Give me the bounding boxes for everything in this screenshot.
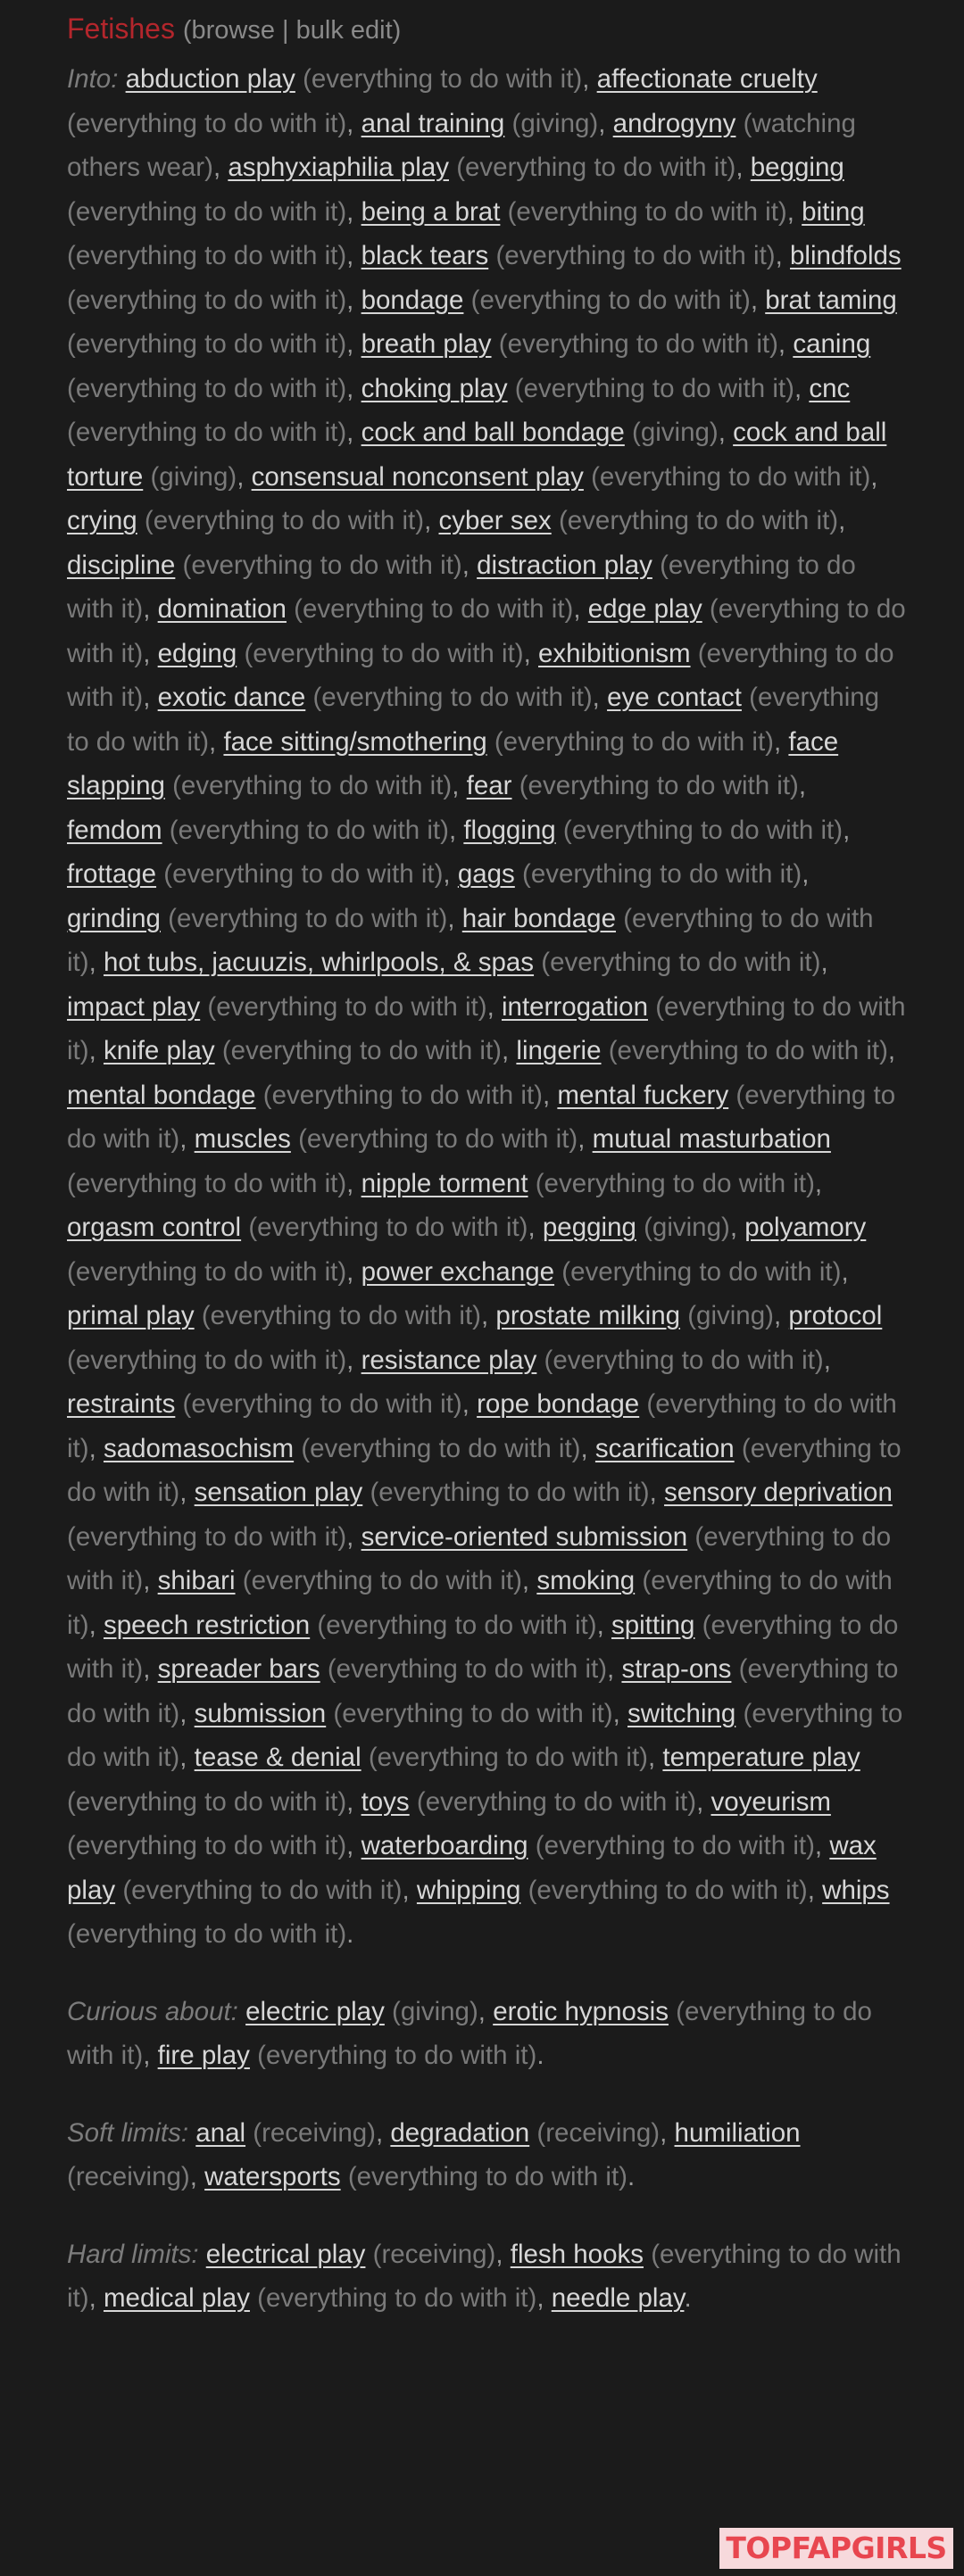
list-separator: , [536,2283,552,2313]
fetish-role: (everything to do with it) [248,1213,528,1242]
fetish-role: (giving) [687,1301,774,1330]
list-separator: , [648,1743,663,1772]
fetish-role: (everything to do with it) [67,196,347,227]
watermark-text: TOPFAPGIRLS [726,2530,947,2565]
fetish-link[interactable]: orgasm control [67,1213,242,1242]
fetish-role: (everything to do with it) [67,1345,347,1375]
fetish-role: (everything to do with it) [169,815,449,845]
fetish-link[interactable]: mental bondage [67,1080,256,1110]
list-separator: , [346,1168,362,1198]
fetish-link[interactable]: anal [195,2117,246,2148]
fetish-link[interactable]: voyeurism [711,1786,831,1817]
fetish-link[interactable]: begging [750,153,844,182]
list-separator: , [179,1124,195,1154]
list-separator: , [346,1786,362,1817]
fetish-role: (everything to do with it) [298,1124,578,1154]
bulk-edit-link[interactable]: bulk edit [295,16,393,45]
fetish-role: (everything to do with it) [221,1036,502,1065]
fetish-role: (everything to do with it) [456,153,736,182]
list-separator: , [481,1301,496,1330]
fetish-link[interactable]: eye contact [607,683,742,712]
fetish-link[interactable]: power exchange [361,1256,555,1287]
fetish-link[interactable]: medical play [103,2283,250,2313]
fetish-role: (everything to do with it) [207,991,487,1022]
fetish-role: (everything to do with it) [172,771,453,800]
list-terminator: . [536,2041,544,2070]
group-label: Hard limits: [67,2239,199,2269]
fetish-role: (everything to do with it) [201,1301,482,1330]
fetish-link[interactable]: needle play [551,2283,685,2313]
fetish-link[interactable]: whips [822,1875,890,1905]
fetish-role: (everything to do with it) [558,506,839,535]
section-header [67,7,906,52]
fetish-role: (giving) [644,1213,730,1242]
list-separator: , [237,461,252,492]
list-separator: , [346,1345,362,1375]
list-separator: , [580,1433,595,1463]
fetish-role: (everything to do with it) [67,1831,347,1860]
list-separator: , [346,373,362,403]
fetish-link[interactable]: primal play [67,1301,195,1330]
fetish-role: (everything to do with it) [262,1080,543,1110]
fetish-role: (everything to do with it) [591,461,871,492]
list-separator: , [375,2117,391,2148]
fetish-link[interactable]: knife play [103,1036,215,1065]
fetish-link[interactable]: asphyxiaphilia play [228,153,449,182]
section-title: Fetishes [67,12,175,45]
list-separator: , [209,726,224,757]
fetish-role: (everything to do with it) [294,594,574,624]
fetish-link[interactable]: erotic hypnosis [493,1996,669,2026]
list-separator: , [88,948,104,977]
list-separator: , [502,1036,517,1065]
fetish-role: (everything to do with it) [67,903,874,977]
list-separator: , [346,108,362,138]
fetish-link[interactable]: electric play [245,1996,385,2026]
fetish-link[interactable]: wax play [67,1831,877,1905]
list-separator: , [775,241,791,270]
list-separator: , [461,550,478,580]
fetish-link[interactable]: distraction play [477,550,652,580]
section-actions [183,16,402,45]
fetish-link[interactable]: prostate milking [495,1301,681,1330]
list-separator: , [841,1256,849,1287]
fetish-link[interactable]: biting [802,196,865,227]
fetish-role: (everything to do with it) [347,2162,627,2191]
list-separator: , [786,196,802,227]
fetish-link[interactable]: humiliation [674,2117,801,2148]
fetish-link[interactable]: spreader bars [157,1654,320,1684]
fetish-link[interactable]: rope bondage [477,1389,640,1419]
fetish-role: (everything to do with it) [67,991,906,1065]
list-separator: , [820,948,828,977]
fetish-link[interactable]: cnc [809,373,851,403]
list-separator: , [346,1521,362,1552]
fetish-role: (everything to do with it) [535,1831,815,1860]
fetish-link[interactable]: waterboarding [361,1831,528,1860]
group-label: Curious about: [67,1996,238,2026]
fetish-link[interactable]: service-oriented submission [361,1521,688,1552]
fetish-link[interactable]: edging [157,638,237,668]
fetish-link[interactable]: hot tubs, jacuuzis, whirlpools, & spas [103,948,535,977]
fetish-link[interactable]: resistance play [361,1345,537,1375]
list-separator: , [750,285,766,315]
list-separator: , [598,108,613,138]
fetish-role: (everything to do with it) [168,903,448,933]
list-terminator: . [346,1919,354,1949]
fetish-link[interactable]: grinding [67,903,161,933]
fetish-link[interactable]: face sitting/smothering [223,726,487,757]
fetish-link[interactable]: mental fuckery [557,1080,729,1110]
fetish-role: (everything to do with it) [67,1919,347,1949]
list-separator: , [448,815,464,845]
fetish-role: (everything to do with it) [67,683,880,757]
fetish-role: (everything to do with it) [535,1168,815,1198]
list-separator: , [346,196,362,227]
list-separator: , [486,991,502,1022]
list-separator: , [777,329,794,359]
fetish-link[interactable]: breath play [361,329,492,359]
list-separator: , [612,1698,627,1728]
fetish-role: (everything to do with it) [67,1389,897,1463]
list-separator: , [521,1566,537,1595]
fetish-link[interactable]: discipline [67,550,176,580]
action-divider: | [275,16,296,45]
fetish-role: (everything to do with it) [522,859,802,889]
fetish-role: (everything to do with it) [528,1875,808,1905]
fetish-role: (everything to do with it) [163,859,444,889]
fetish-role: (everything to do with it) [494,726,774,757]
fetish-role: (everything to do with it) [67,1521,347,1552]
fetish-link[interactable]: cock and ball bondage [361,418,625,447]
fetish-link[interactable]: exhibitionism [538,638,691,668]
list-terminator: . [627,2162,636,2191]
list-separator: , [143,1566,158,1595]
fetish-role: (everything to do with it) [67,594,906,668]
list-separator: , [814,1168,823,1198]
list-separator: , [607,1654,622,1684]
list-separator: , [424,506,439,535]
fetish-link[interactable]: tease & denial [194,1743,362,1772]
fetish-role: (receiving) [253,2117,376,2148]
list-separator: , [887,1036,896,1065]
fetish-link[interactable]: mutual masturbation [592,1124,831,1154]
fetish-link[interactable]: brat taming [765,285,897,315]
fetish-link[interactable]: fear [466,771,512,800]
fetish-role: (everything to do with it) [67,373,347,403]
fetish-link[interactable]: domination [157,594,287,624]
fetish-link[interactable]: switching [627,1698,736,1728]
fetish-link[interactable]: fire play [157,2041,250,2070]
list-separator: , [807,1875,823,1905]
fetish-role: (everything to do with it) [67,1433,902,1507]
list-separator: , [346,241,362,270]
list-separator: , [88,1610,104,1640]
fetish-link[interactable]: sadomasochism [103,1433,295,1463]
fetish-role: (everything to do with it) [495,241,776,270]
group-label: Into: [67,64,119,94]
fetish-role: (everything to do with it) [257,2041,537,2070]
fetish-link[interactable]: strap-ons [621,1654,732,1684]
fetish-link[interactable]: edge play [587,594,702,624]
fetish-link[interactable]: hair bondage [461,903,616,933]
list-separator: , [814,1831,830,1860]
list-separator: , [179,1743,195,1772]
fetish-role: (everything to do with it) [544,1345,824,1375]
list-separator: , [582,64,597,94]
fetish-role: (everything to do with it) [67,1256,347,1287]
list-separator: , [143,2041,158,2070]
group-label: Soft limits: [67,2117,189,2148]
list-separator: , [592,683,608,712]
fetish-link[interactable]: crying [67,506,137,535]
fetish-role: (everything to do with it) [562,815,844,845]
fetish-role: (everything to do with it) [608,1036,888,1065]
fetish-role: (everything to do with it) [242,1566,522,1595]
list-separator: , [402,1875,417,1905]
list-separator: , [523,638,539,668]
list-separator: , [143,683,158,712]
fetish-role: (everything to do with it) [67,1654,899,1728]
fetish-role: (everything to do with it) [67,241,347,270]
fetish-role: (everything to do with it) [67,550,856,624]
list-separator: , [452,771,467,800]
fetish-role: (everything to do with it) [67,1610,899,1684]
fetish-link[interactable]: androgyny [612,108,736,138]
fetish-link[interactable]: lingerie [516,1036,602,1065]
fetish-role: (everything to do with it) [67,1080,896,1154]
list-separator: , [773,726,789,757]
list-separator: , [179,1698,195,1728]
browse-link[interactable]: browse [191,16,275,45]
list-separator: , [696,1786,711,1817]
fetish-role: (everything to do with it) [67,329,347,359]
list-separator: , [542,1080,558,1110]
fetish-link[interactable]: blindfolds [790,241,902,270]
fetish-link[interactable]: interrogation [501,991,648,1022]
fetish-role: (receiving) [67,2162,190,2191]
fetish-link[interactable]: cyber sex [438,506,552,535]
fetish-role: (receiving) [536,2117,661,2148]
fetish-link[interactable]: gags [457,859,515,889]
fetish-groups [67,57,906,2321]
group-hard-limits [67,2232,906,2321]
fetish-link[interactable]: electrical play [205,2239,366,2269]
fetish-link[interactable]: face slapping [67,726,839,800]
fetish-role: (everything to do with it) [67,1168,347,1198]
fetish-link[interactable]: temperature play [662,1743,860,1772]
fetish-role: (everything to do with it) [333,1698,613,1728]
list-separator: , [735,153,751,182]
list-separator: , [346,1256,362,1287]
fetish-role: (giving) [392,1996,478,2026]
fetish-link[interactable]: sensation play [194,1478,363,1507]
fetish-role: (everything to do with it) [182,1389,462,1419]
fetish-link[interactable]: affectionate cruelty [596,64,818,94]
fetish-link[interactable]: watersports [204,2162,341,2191]
watermark-logo [719,2528,953,2569]
list-separator: , [660,2117,675,2148]
list-separator: , [798,771,807,800]
group-curious-about [67,1990,906,2078]
list-separator: , [823,1345,831,1375]
fetish-role: (everything to do with it) [303,64,583,94]
fetish-role: (everything to do with it) [416,1786,697,1817]
fetish-link[interactable]: toys [361,1786,410,1817]
list-separator: , [143,1654,158,1684]
fetish-link[interactable]: cock and ball torture [67,418,887,492]
fetish-link[interactable]: being a brat [361,196,501,227]
fetish-link[interactable]: polyamory [744,1213,867,1242]
list-separator: , [478,1996,494,2026]
list-separator: , [179,1478,195,1507]
list-separator: , [88,1036,104,1065]
fetish-link[interactable]: speech restriction [103,1610,311,1640]
fetishes-section [67,7,906,2321]
fetish-role: (everything to do with it) [67,285,347,315]
list-separator: , [773,1301,789,1330]
list-separator: , [143,594,158,624]
list-separator: , [802,859,810,889]
fetish-role: (everything to do with it) [244,638,524,668]
fetish-role: (everything to do with it) [541,948,821,977]
group-into [67,57,906,1957]
fetish-link[interactable]: bondage [361,285,464,315]
list-separator: , [843,815,851,845]
fetish-role: (everything to do with it) [144,506,425,535]
fetish-role: (everything to do with it) [67,1566,893,1640]
fetish-role: (everything to do with it) [301,1433,581,1463]
fetish-role: (everything to do with it) [561,1256,842,1287]
list-separator: , [461,1389,478,1419]
fetish-role: (everything to do with it) [470,285,751,315]
fetish-role: (everything to do with it) [67,1521,892,1595]
fetish-role: (everything to do with it) [507,196,787,227]
list-terminator: . [684,2283,692,2313]
list-separator: , [346,418,362,447]
list-separator: , [88,2283,104,2313]
fetish-link[interactable]: scarification [594,1433,735,1463]
list-separator: , [143,638,158,668]
fetish-role: (everything to do with it) [519,771,799,800]
fetish-role: (giving) [511,108,599,138]
list-separator: , [346,285,362,315]
list-separator: , [495,2239,511,2269]
list-separator: , [443,859,458,889]
fetish-link[interactable]: muscles [194,1124,291,1154]
list-separator: , [870,461,878,492]
fetish-role: (giving) [150,461,237,492]
fetish-role: (everything to do with it) [514,373,794,403]
fetish-link[interactable]: whipping [416,1875,521,1905]
list-separator: , [649,1478,665,1507]
fetish-link[interactable]: restraints [67,1389,176,1419]
fetish-link[interactable]: degradation [390,2117,530,2148]
fetish-link[interactable]: exotic dance [157,683,306,712]
fetish-role: (watching others wear) [67,108,856,182]
fetish-link[interactable]: impact play [67,991,201,1022]
fetish-link[interactable]: submission [194,1698,327,1728]
fetish-role: (everything to do with it) [67,1996,872,2070]
fetish-role: (everything to do with it) [368,1743,648,1772]
fetish-role: (everything to do with it) [67,1698,903,1772]
fetish-link[interactable]: flesh hooks [510,2239,644,2269]
fetish-role: (everything to do with it) [257,2283,537,2313]
list-separator: , [346,1831,362,1860]
fetish-link[interactable]: smoking [536,1566,636,1595]
list-separator: , [573,594,588,624]
list-separator: , [346,329,362,359]
fetish-link[interactable]: choking play [361,373,508,403]
fetish-link[interactable]: spitting [611,1610,695,1640]
fetish-role: (everything to do with it) [67,108,347,138]
fetish-role: (everything to do with it) [67,418,347,447]
group-soft-limits [67,2111,906,2199]
list-separator: , [88,1433,104,1463]
fetish-link[interactable]: protocol [788,1301,883,1330]
list-separator: , [794,373,810,403]
fetish-link[interactable]: consensual nonconsent play [251,461,584,492]
fetish-role: (everything to do with it) [370,1478,650,1507]
fetish-role: (giving) [632,418,719,447]
fetish-link[interactable]: abduction play [125,64,295,94]
list-separator: , [447,903,462,933]
fetish-link[interactable]: nipple torment [361,1168,528,1198]
close-paren: ) [392,16,402,45]
open-paren: ( [182,16,192,45]
list-separator: , [189,2162,205,2191]
fetish-role: (everything to do with it) [312,683,593,712]
fetish-role: (everything to do with it) [67,2239,902,2313]
list-separator: , [212,153,229,182]
fetish-link[interactable]: femdom [67,815,162,845]
fetish-link[interactable]: anal training [361,108,505,138]
fetish-link[interactable]: flogging [463,815,556,845]
fetish-link[interactable]: shibari [157,1566,236,1595]
fetish-role: (everything to do with it) [67,1786,347,1817]
fetish-role: (everything to do with it) [182,550,462,580]
list-separator: , [528,1213,543,1242]
fetish-link[interactable]: frottage [67,859,157,889]
list-separator: , [578,1124,593,1154]
list-separator: , [596,1610,611,1640]
fetish-link[interactable]: caning [793,329,871,359]
fetish-link[interactable]: pegging [542,1213,636,1242]
fetish-role: (receiving) [372,2239,496,2269]
fetish-link[interactable]: sensory deprivation [664,1478,893,1507]
fetish-role: (everything to do with it) [122,1875,403,1905]
list-separator: , [718,418,734,447]
list-separator: , [838,506,846,535]
fetish-role: (everything to do with it) [317,1610,597,1640]
fetish-role: (everything to do with it) [327,1654,608,1684]
fetish-link[interactable]: black tears [361,241,489,270]
fetish-role: (everything to do with it) [498,329,778,359]
list-separator: , [729,1213,745,1242]
fetish-role: (everything to do with it) [67,638,894,712]
